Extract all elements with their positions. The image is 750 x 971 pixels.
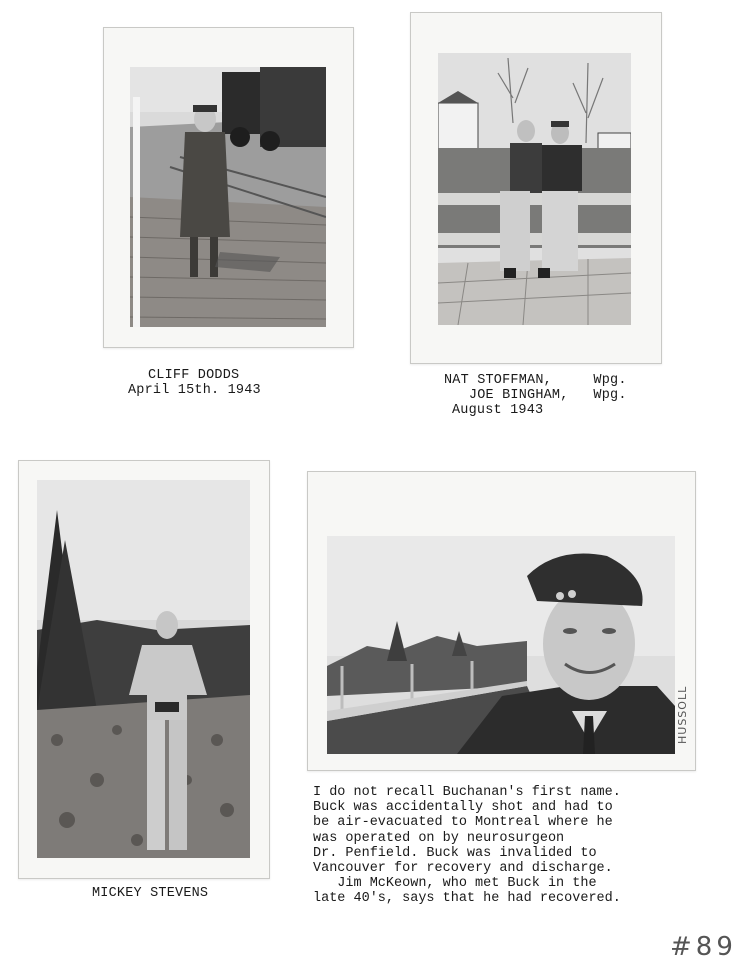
- story-line: be air-evacuated to Montreal where he: [313, 815, 613, 831]
- caption-cliff-dodds-name: CLIFF DODDS: [148, 368, 240, 383]
- caption-stoffman-bingham-date: August 1943: [452, 403, 544, 418]
- page-number: #89: [670, 932, 737, 962]
- story-line: Dr. Penfield. Buck was invalided to: [313, 845, 597, 861]
- story-paragraph: [313, 785, 733, 907]
- caption-mickey-stevens: MICKEY STEVENS: [92, 886, 209, 901]
- photo-stoffman-bingham: [438, 53, 631, 325]
- photo-buchanan: [327, 536, 675, 754]
- story-line: Vancouver for recovery and discharge.: [313, 861, 613, 877]
- photo-cliff-dodds: [130, 67, 326, 327]
- story-line: was operated on by neurosurgeon: [313, 830, 565, 846]
- story-line: Buck was accidentally shot and had to: [313, 800, 613, 816]
- photo-mickey-stevens: [37, 480, 250, 858]
- caption-cliff-dodds-date: April 15th. 1943: [128, 383, 261, 398]
- story-line: I do not recall Buchanan's first name.: [313, 785, 621, 800]
- story-line: Jim McKeown, who met Buck in the: [313, 876, 597, 892]
- caption-stoffman-line: NAT STOFFMAN, Wpg.: [444, 373, 627, 388]
- story-line: late 40's, says that he had recovered.: [313, 891, 621, 907]
- caption-bingham-line: JOE BINGHAM, Wpg.: [444, 388, 627, 403]
- handwritten-note: HUSSOLL: [676, 685, 689, 744]
